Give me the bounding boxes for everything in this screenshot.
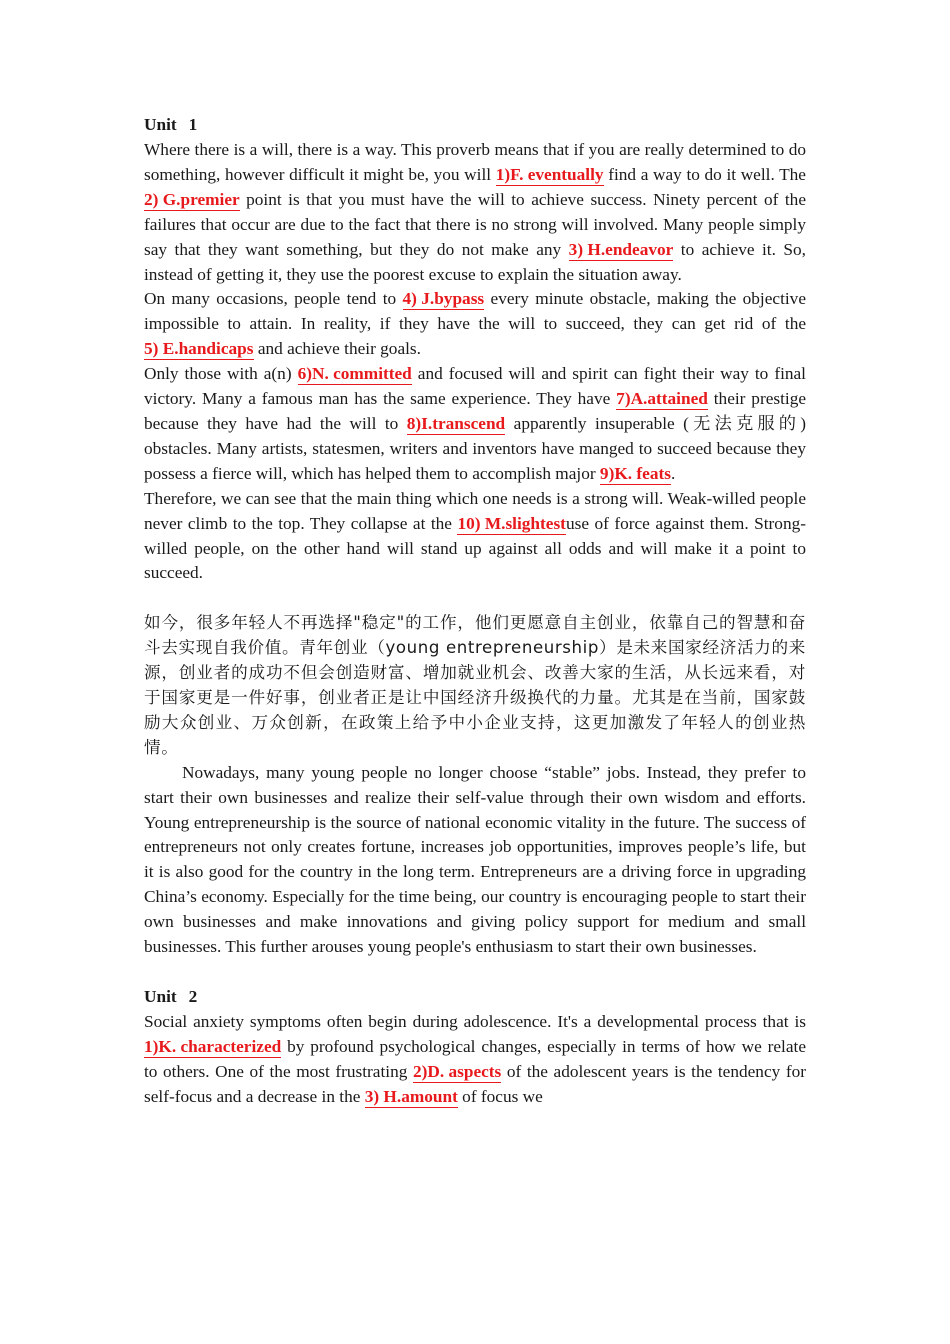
passage-text: Therefore, we can see that the main thing which one needs is a strong will. Weak-willed people never climb to the top. They collapse at the	[144, 488, 806, 533]
answer-blank: 2) G.premier	[144, 189, 240, 209]
unit1-passage	[144, 138, 806, 586]
passage-paragraph	[144, 362, 806, 487]
passage-text: of focus we	[457, 1086, 543, 1106]
answer-blank: 2)D. aspects	[412, 1061, 502, 1081]
passage-text: by profound psychological changes, especially in terms of how we relate to others. One of the most frustrating	[144, 1036, 806, 1081]
passage-text: point is that you must have the will to achieve success. Ninety percent of the failures that occur are due to the fact that there is no strong will involved. Many people simply say that they want something, but they do not make any	[144, 189, 806, 259]
unit2-number: 2	[188, 987, 198, 1006]
unit1-chinese-paragraph: 如今，很多年轻人不再选择"稳定"的工作，他们更愿意自主创业，依靠自己的智慧和奋斗去实现自我价值。青年创业（young entrepreneurship）是未来国家经济活力的来源，创业者的成功不但会创造财富、增加就业机会、改善大家的生活，从长远来看，对于国家更是一件好事，创业者正是让中国经济升级换代的力量。尤其是在当前，国家鼓励大众创业、万众创新，在政策上给予中小企业支持，这更加激发了年轻人的创业热情。	[144, 613, 806, 757]
passage-paragraph	[144, 287, 806, 362]
passage-paragraph	[144, 1010, 806, 1110]
passage-text: .	[670, 463, 676, 483]
answer-blank: 4) J.bypass	[402, 289, 485, 309]
passage-text: their prestige because they have had the will to	[144, 389, 807, 433]
passage-text: and focused will and spirit can fight their way to final victory. Many a famous man has the same experience. They have	[144, 364, 806, 409]
passage-text: use of force against them. Strong-willed people, on the other hand will stand up against all odds and will make it a point to succeed.	[144, 513, 806, 583]
unit1-translation-paragraph: Nowadays, many young people no longer choose “stable” jobs. Instead, they prefer to start their own businesses and realize their self-value through their own wisdom and efforts. Young entrepreneurship is the source of national economic vitality in the future. The success of entrepreneurs not only creates fortune, increases job opportunities, improves people’s life, but it is also good for the country in the long term. Entrepreneurs are a driving force in upgrading China’s economy. Especially for the time being, our country is encouraging people to start their own businesses and make innovations and giving policy support for medium and small businesses. This further arouses young people's enthusiasm to start their own businesses.	[144, 762, 806, 957]
unit1-heading	[144, 113, 806, 138]
passage-text: and achieve their goals.	[253, 339, 421, 359]
answer-blank: 5) E.handicaps	[144, 339, 254, 359]
passage-paragraph	[144, 138, 806, 287]
answer-blank: 8)I.transcend	[406, 413, 506, 433]
unit2-passage	[144, 1010, 806, 1110]
passage-text: to achieve it. So, instead of getting it, they use the poorest excuse to explain the situation away.	[144, 239, 807, 284]
answer-blank: 10) M.slightest	[457, 513, 566, 533]
passage-text: apparently insuperable (无法克服的) obstacles. Many artists, statesmen, writers and inventors have manged to succeed because they possess a fierce will, which has helped them to accomplish major	[144, 413, 806, 483]
passage-paragraph	[144, 487, 806, 587]
unit1-title: Unit	[144, 115, 177, 134]
answer-blank: 6)N. committed	[297, 364, 412, 384]
answer-blank: 1)F. eventually	[495, 164, 604, 184]
answer-blank: 9)K. feats	[599, 463, 671, 483]
document-content	[144, 113, 806, 1110]
passage-text: every minute obstacle, making the objective impossible to attain. In reality, if they have the will to succeed, they can get rid of the	[144, 289, 806, 334]
unit2-heading	[144, 985, 806, 1010]
passage-text: Social anxiety symptoms often begin during adolescence. It's a developmental process that is	[144, 1012, 806, 1031]
answer-blank: 3) H.amount	[364, 1086, 458, 1106]
answer-blank: 7)A.attained	[616, 389, 708, 409]
answer-blank: 3) H.endeavor	[568, 239, 674, 259]
passage-text: Only those with a(n)	[144, 364, 298, 384]
passage-text: Where there is a will, there is a way. This proverb means that if you are really determined to do something, however difficult it might be, you will	[144, 140, 806, 184]
passage-text: find a way to do it well. The	[603, 164, 806, 184]
unit2-title: Unit	[144, 987, 177, 1006]
answer-blank: 1)K. characterized	[144, 1036, 282, 1056]
passage-text: of the adolescent years is the tendency for self-focus and a decrease in the	[144, 1061, 806, 1106]
unit1-number: 1	[188, 115, 198, 134]
section-gap	[144, 960, 806, 985]
passage-text: On many occasions, people tend to	[144, 289, 403, 309]
